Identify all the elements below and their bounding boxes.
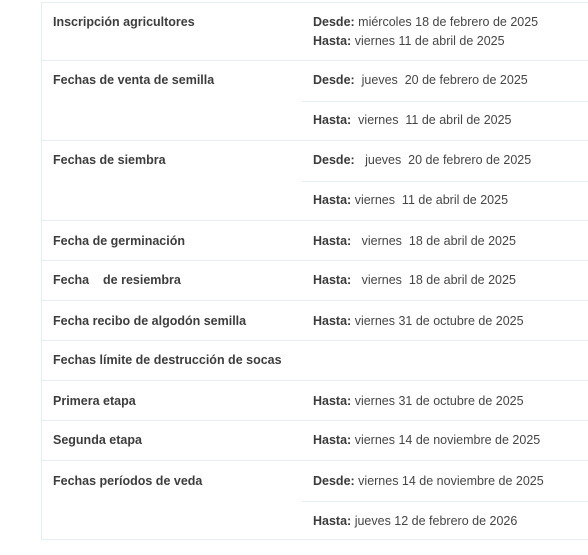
row-label: Fecha de germinación	[53, 234, 185, 248]
row-sub-divider	[302, 181, 588, 182]
row-label: Primera etapa	[53, 394, 136, 408]
table-row	[42, 3, 588, 61]
row-value-line: Hasta: viernes 11 de abril de 2025	[313, 193, 509, 207]
table-row	[42, 61, 588, 141]
table-row	[42, 141, 588, 221]
table-row	[42, 381, 588, 421]
table-row	[42, 421, 588, 461]
table-row	[42, 261, 588, 301]
row-value-line: Hasta: viernes 18 de abril de 2025	[313, 234, 516, 248]
row-value-line: Hasta: viernes 14 de noviembre de 2025	[313, 433, 541, 447]
row-value-line: Desde: jueves 20 de febrero de 2025	[313, 73, 528, 87]
row-label: Segunda etapa	[53, 433, 142, 447]
row-value-line: Hasta: viernes 18 de abril de 2025	[313, 273, 516, 287]
row-label: Fecha de resiembra	[53, 273, 181, 287]
table-row	[42, 301, 588, 341]
row-value-line: Desde: viernes 14 de noviembre de 2025	[313, 474, 544, 488]
row-label: Inscripción agricultores	[53, 15, 195, 29]
table-row	[42, 461, 588, 541]
row-sub-divider	[302, 501, 588, 502]
row-value-line: Hasta: viernes 11 de abril de 2025	[313, 34, 505, 48]
row-value-line: Hasta: jueves 12 de febrero de 2026	[313, 514, 518, 528]
row-label: Fechas límite de destrucción de socas	[53, 353, 282, 367]
row-label: Fechas de siembra	[53, 153, 166, 167]
row-label: Fecha recibo de algodón semilla	[53, 314, 247, 328]
row-value-line: Hasta: viernes 31 de octubre de 2025	[313, 394, 524, 408]
row-value-line: Desde: jueves 20 de febrero de 2025	[313, 153, 532, 167]
dates-table	[41, 2, 588, 540]
row-value-line: Hasta: viernes 11 de abril de 2025	[313, 113, 512, 127]
row-sub-divider	[302, 101, 588, 102]
row-value-line: Hasta: viernes 31 de octubre de 2025	[313, 314, 524, 328]
table-row	[42, 221, 588, 261]
row-value-line: Desde: miércoles 18 de febrero de 2025	[313, 15, 539, 29]
row-label: Fechas de venta de semilla	[53, 73, 215, 87]
row-label: Fechas períodos de veda	[53, 474, 203, 488]
table-row	[42, 341, 588, 381]
